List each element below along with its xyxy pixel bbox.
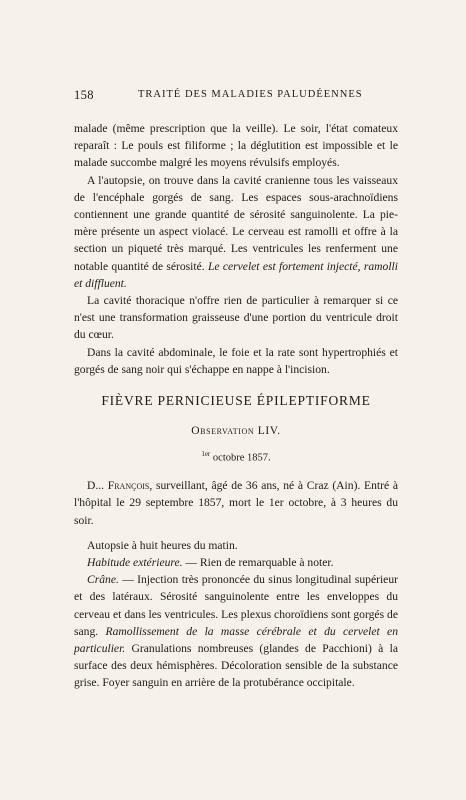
section-title: FIÈVRE PERNICIEUSE ÉPILEPTIFORME (101, 393, 371, 409)
paragraph-crane (74, 571, 398, 691)
observation-date (74, 446, 398, 467)
paragraph-habitude (74, 554, 398, 571)
running-title: TRAITÉ DES MALADIES PALUDÉENNES (138, 89, 363, 100)
crane-label: Crâne. (87, 573, 119, 587)
paragraph-abdominal: Dans la cavité abdominale, le foie et la rate sont hypertrophiés et gorgés de sang noir qui s'échappe en nappe à l'incision. (74, 345, 398, 376)
paragraph-thoracic: La cavité thoracique n'offre rien de particulier à remarquer si ce n'est une transformation graisseuse d'une portion du ventricule droit du cœur. (74, 294, 398, 342)
paragraph-autopsy (74, 172, 398, 292)
observation-title: Observation LIV. (191, 425, 281, 438)
date-rest: octobre 1857. (210, 452, 271, 464)
crane-italic: Ramollissement de la masse cérébrale et du cervelet en particulier. (74, 624, 398, 655)
paragraph-patient (74, 477, 398, 529)
patient-details: , surveillant, âgé de 36 ans, né à Craz (Ain). Entré à l'hôpital le 29 septembre 1857, mort le 1er octobre, à 3 heures du soir. (74, 479, 398, 527)
paragraph-continuation: malade (même prescription que la veille). Le soir, l'état comateux reparaît : Le pouls est filiforme ; la déglutition est impossible et le malade succombe malgré les moyens révulsifs employés. (74, 122, 398, 170)
paragraph-autopsy-italic: Le cervelet est fortement injecté, ramolli et diffluent. (74, 259, 398, 290)
crane-text-b: Granulations nombreuses (glandes de Pacchioni) à la surface des deux hémisphères. Décoloration sensible de la substance grise. Foyer sanguin en arrière de la protubérance occipitale. (74, 641, 398, 690)
page-number: 158 (74, 88, 94, 102)
crane-text-a: — Injection très prononcée du sinus longitudinal supérieur et des latéraux. Sérosité sanguinolente entre les enveloppes du cerveau et dans les ventricules. Les plexus choroïdiens sont gorgés de sang. (74, 573, 398, 638)
habitude-label: Habitude extérieure. (87, 555, 183, 569)
habitude-text: — Rien de remarquable à noter. (182, 555, 334, 569)
paragraph-autopsy-time: Autopsie à huit heures du matin. (87, 538, 238, 552)
spacer (74, 529, 398, 537)
paragraph-autopsy-text: A l'autopsie, on trouve dans la cavité cranienne tous les vaisseaux de l'encéphale gorgés de sang. Les espaces sous-arachnoïdiens contiennent une grande quantité de sérosité sanguinolente. La pie-mère présente un aspect violacé. Le cerveau est ramolli et offre à la section un piqueté très marqué. Les ventricules les renferment une notable quantité de sérosité. (74, 173, 398, 273)
page-body (74, 120, 398, 692)
patient-name: D... François (87, 479, 150, 493)
date-ordinal: 1er (201, 450, 211, 459)
